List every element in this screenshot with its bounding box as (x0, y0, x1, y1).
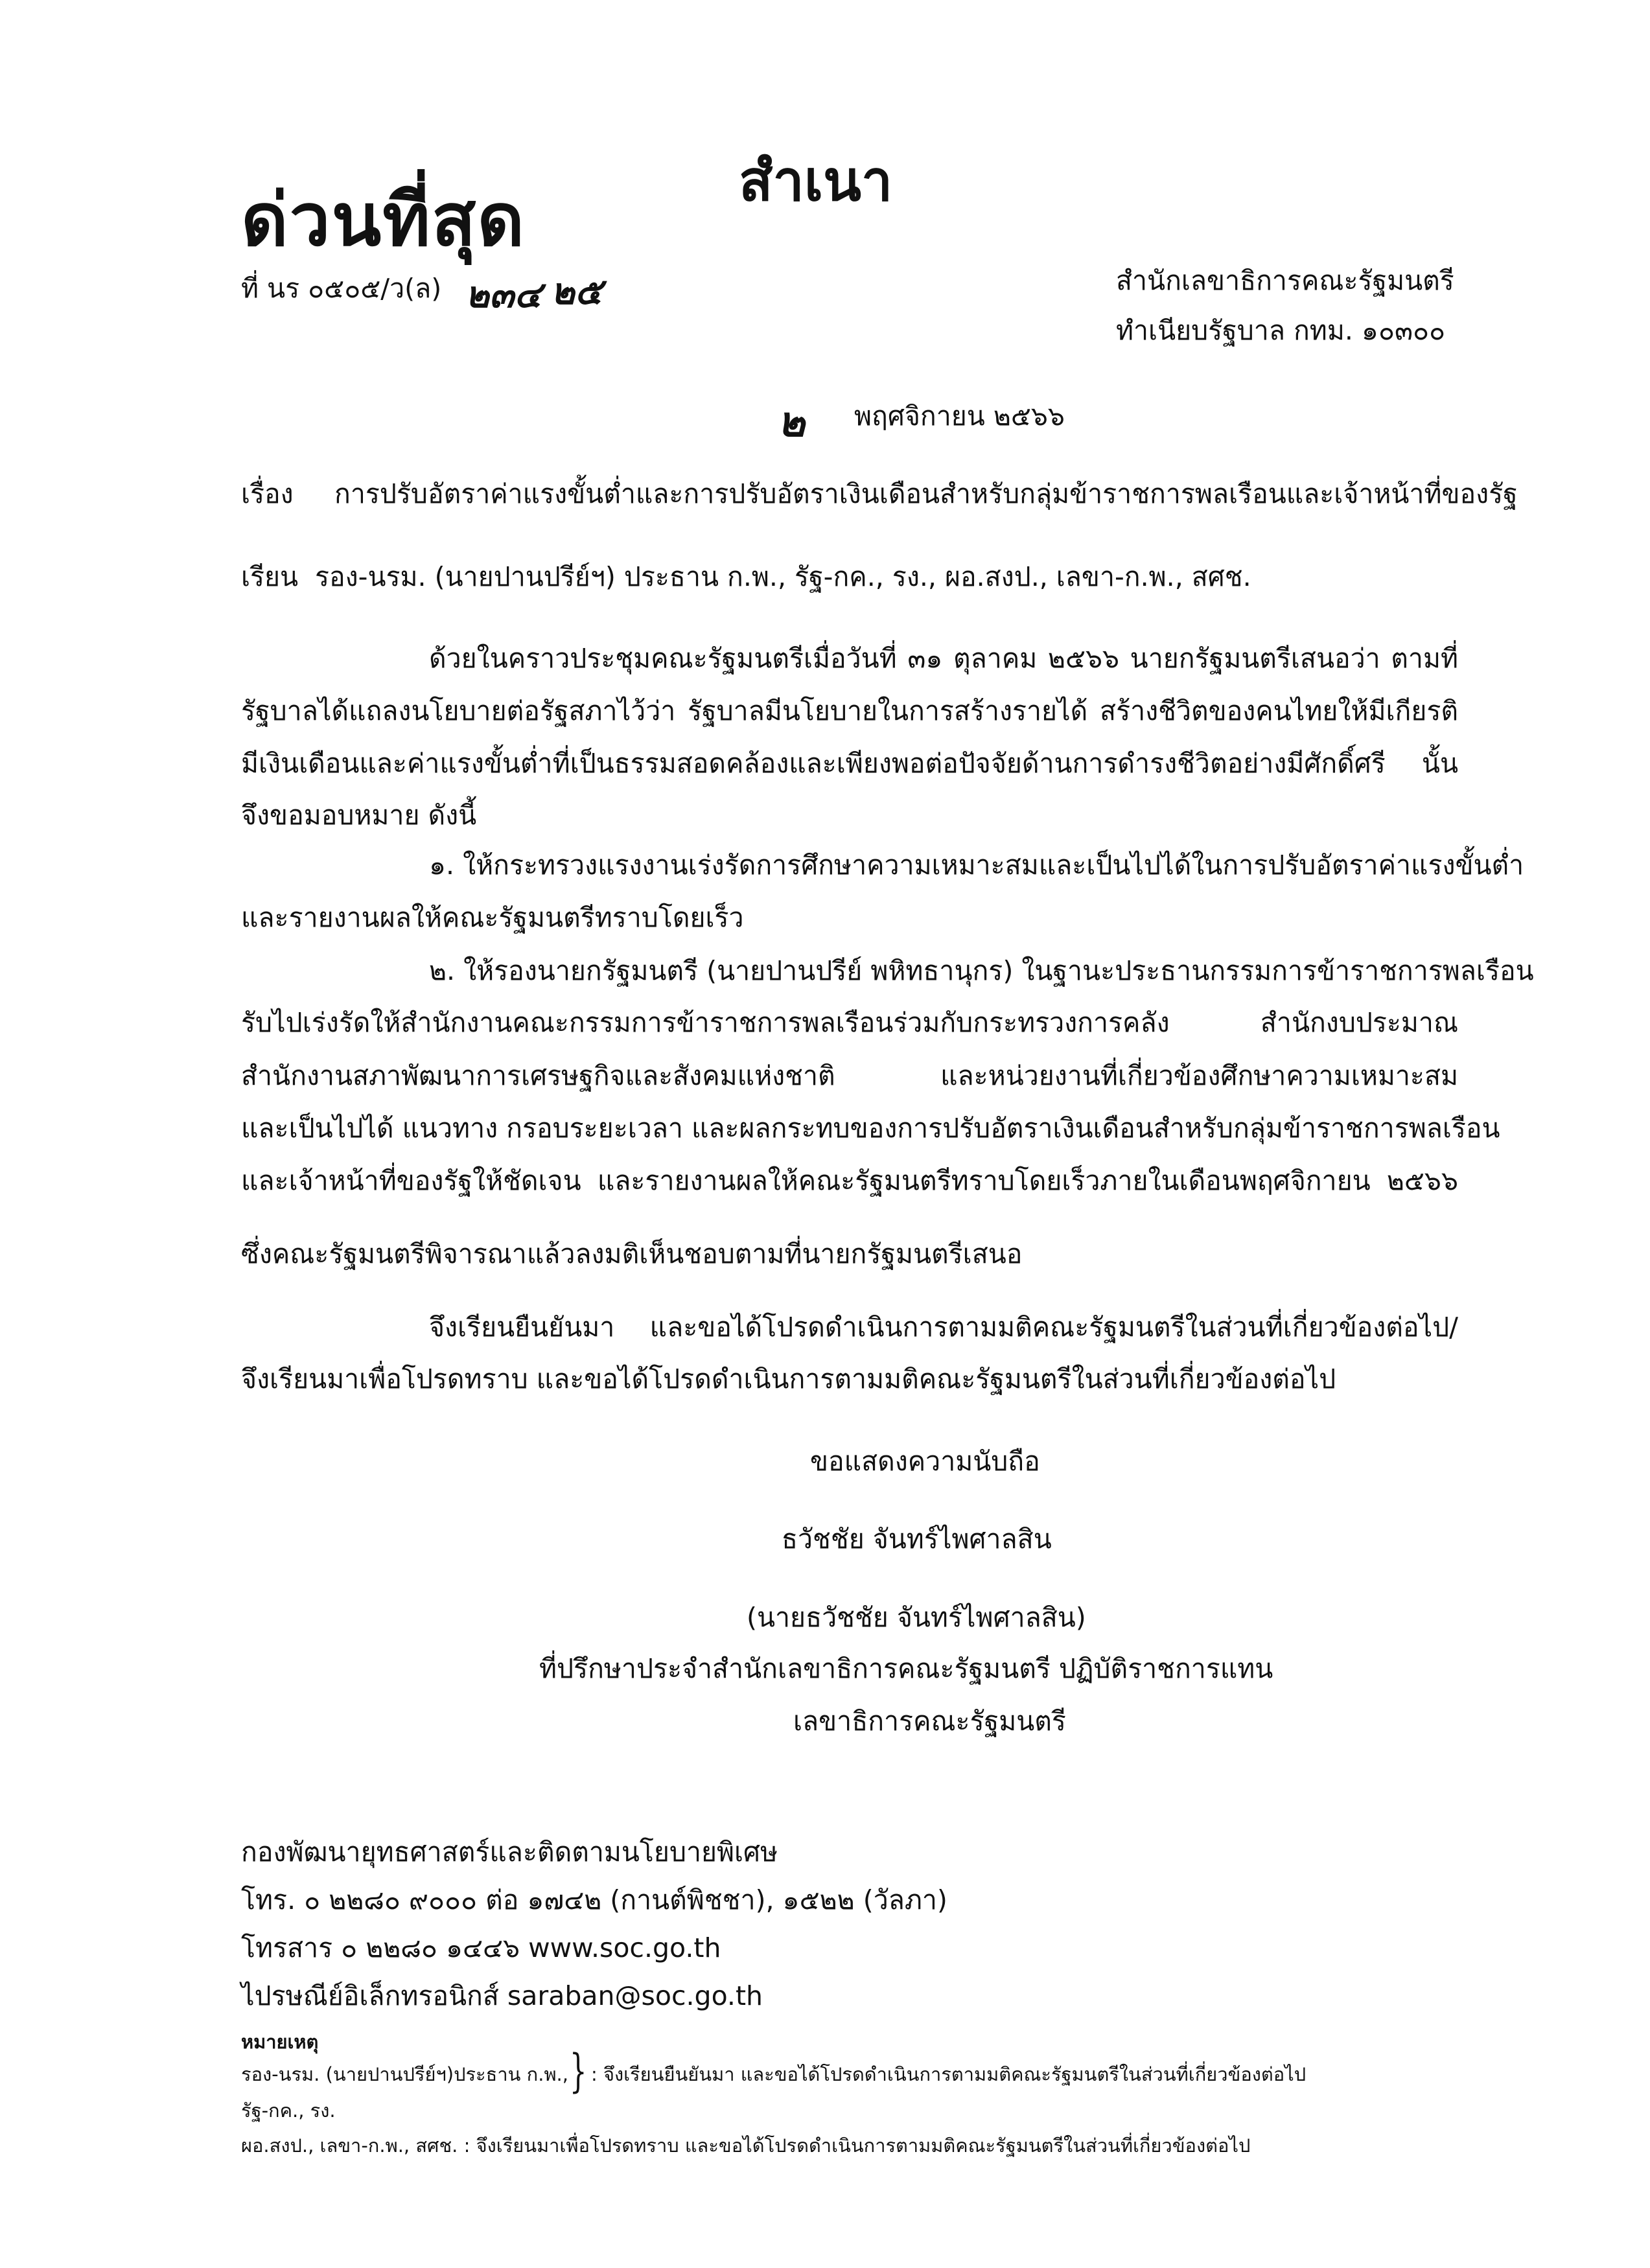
closing-line2: จึงเรียนมาเพื่อโปรดทราบ และขอได้โปรดดำเนินการตามมติคณะรัฐมนตรีในส่วนที่เกี่ยวข้องต่อไป (241, 1363, 1336, 1394)
date-day-handwritten: ๒ (778, 398, 806, 446)
remarks-line2-left: รัฐ-กค., รง. (241, 2100, 336, 2122)
remarks-line3: ผอ.สงป., เลขา-ก.พ., สศช. : จึงเรียนมาเพื่อโปรดทราบ และขอได้โปรดดำเนินการตามมติคณะรัฐมนตรีในส่วนที่เกี่ยวข้องต่อไป (241, 2135, 1251, 2157)
body-para1-line4: จึงขอมอบหมาย ดังนี้ (241, 800, 477, 831)
recipient-label: เรียน (241, 561, 299, 592)
body-para1-line3: มีเงินเดือนและค่าแรงขั้นต่ำที่เป็นธรรมสอดคล้องและเพียงพอต่อปัจจัยด้านการดำรงชีวิตอย่างมีศักดิ์ศรี นั้น (241, 748, 1458, 779)
subject-text: การปรับอัตราค่าแรงขั้นต่ำและการปรับอัตราเงินเดือนสำหรับกลุ่มข้าราชการพลเรือนและเจ้าหน้าที่ของรัฐ (334, 478, 1518, 509)
date-text: พฤศจิกายน ๒๕๖๖ (854, 400, 1065, 432)
subject-label: เรื่อง (241, 478, 294, 509)
footer-division: กองพัฒนายุทธศาสตร์และติดตามนโยบายพิเศษ (241, 1836, 778, 1868)
body-para1-line2: รัฐบาลได้แถลงนโยบายต่อรัฐสภาไว้ว่า รัฐบาลมีนโยบายในการสร้างรายได้ สร้างชีวิตของคนไทยให้มีเกียรติ (241, 695, 1458, 726)
reference-number: ที่ นร ๐๕๐๕/ว(ล) (241, 273, 442, 304)
urgency-heading: ด่วนที่สุด (241, 178, 526, 262)
item2-line3: สำนักงานสภาพัฒนาการเศรษฐกิจและสังคมแห่งชาติ และหน่วยงานที่เกี่ยวข้องศึกษาความเหมาะสม (241, 1060, 1458, 1091)
item1-line2: และรายงานผลให้คณะรัฐมนตรีทราบโดยเร็ว (241, 902, 744, 933)
office-address: ทำเนียบรัฐบาล กทม. ๑๐๓๐๐ (1116, 315, 1446, 346)
item2-line2: รับไปเร่งรัดให้สำนักงานคณะกรรมการข้าราชการพลเรือนร่วมกับกระทรวงการคลัง สำนักงบประมาณ (241, 1007, 1458, 1038)
remarks-line1-left: รอง-นรม. (นายปานปรีย์ฯ)ประธาน ก.พ., (241, 2063, 568, 2085)
item2-line4: และเป็นไปได้ แนวทาง กรอบระยะเวลา และผลกระทบของการปรับอัตราเงินเดือนสำหรับกลุ่มข้าราชการพลเรือน (241, 1113, 1500, 1144)
footer-fax: โทรสาร ๐ ๒๒๘๐ ๑๔๔๖ www.soc.go.th (241, 1932, 721, 1963)
reference-handwritten-1: ๒๓๔ (465, 273, 542, 316)
remarks-line1-right: : จึงเรียนยืนยันมา และขอได้โปรดดำเนินการตามมติคณะรัฐมนตรีในส่วนที่เกี่ยวข้องต่อไป (591, 2063, 1307, 2085)
item2-line5: และเจ้าหน้าที่ของรัฐให้ชัดเจน และรายงานผลให้คณะรัฐมนตรีทราบโดยเร็วภายในเดือนพฤศจิกายน ๒๕๖๖ (241, 1165, 1458, 1196)
footer-email: ไปรษณีย์อิเล็กทรอนิกส์ saraban@soc.go.th (241, 1980, 763, 2011)
regards: ขอแสดงความนับถือ (810, 1446, 1040, 1477)
signatory-position-line1: ที่ปรึกษาประจำสำนักเลขาธิการคณะรัฐมนตรี ปฏิบัติราชการแทน (539, 1653, 1273, 1684)
remarks-heading: หมายเหตุ (241, 2031, 319, 2053)
signatory-full-name: (นายธวัชชัย จันทร์ไพศาลสิน) (747, 1602, 1086, 1633)
closing-line1: จึงเรียนยืนยันมา และขอได้โปรดดำเนินการตามมติคณะรัฐมนตรีในส่วนที่เกี่ยวข้องต่อไป/ (429, 1312, 1458, 1343)
item2-line1: ๒. ให้รองนายกรัฐมนตรี (นายปานปรีย์ พหิทธานุกร) ในฐานะประธานกรรมการข้าราชการพลเรือน (429, 955, 1534, 986)
office-name: สำนักเลขาธิการคณะรัฐมนตรี (1116, 265, 1454, 296)
recipient-text: รอง-นรม. (นายปานปรีย์ฯ) ประธาน ก.พ., รัฐ-กค., รง., ผอ.สงป., เลขา-ก.พ., สศช. (315, 561, 1251, 592)
resolution-text: ซึ่งคณะรัฐมนตรีพิจารณาแล้วลงมติเห็นชอบตามที่นายกรัฐมนตรีเสนอ (241, 1238, 1023, 1269)
copy-mark: สำเนา (739, 149, 893, 214)
footer-phone: โทร. ๐ ๒๒๘๐ ๙๐๐๐ ต่อ ๑๗๔๒ (กานต์พิชชา), ๑๕๒๒ (วัลภา) (241, 1884, 947, 1915)
remarks-brace: } (569, 2044, 587, 2098)
signatory-position-line2: เลขาธิการคณะรัฐมนตรี (793, 1706, 1066, 1737)
body-para1-line1: ด้วยในคราวประชุมคณะรัฐมนตรีเมื่อวันที่ ๓๑ ตุลาคม ๒๕๖๖ นายกรัฐมนตรีเสนอว่า ตามที่ (429, 643, 1458, 674)
item1-line1: ๑. ให้กระทรวงแรงงานเร่งรัดการศึกษาความเหมาะสมและเป็นไปได้ในการปรับอัตราค่าแรงขั้นต่ำ (429, 850, 1524, 881)
signed-name: ธวัชชัย จันทร์ไพศาลสิน (782, 1523, 1052, 1555)
reference-handwritten-2: ๒๕ (551, 270, 603, 313)
